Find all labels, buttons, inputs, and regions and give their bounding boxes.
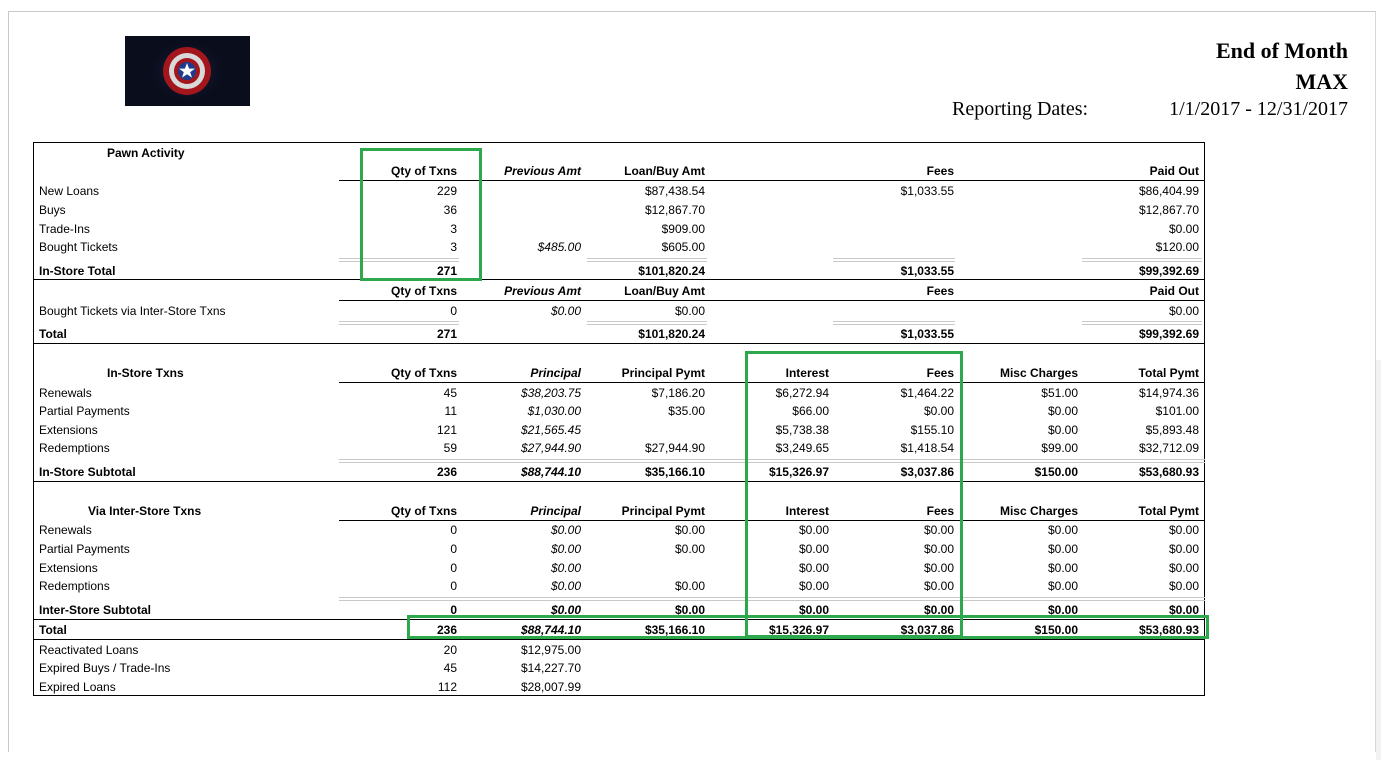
subtotal-interest: $0.00 xyxy=(798,603,829,617)
row-amt: $87,438.54 xyxy=(644,184,705,198)
extra-qty: 45 xyxy=(443,661,457,675)
col-header-previous-amt: Previous Amt xyxy=(504,284,581,298)
subtotal-fees: $0.00 xyxy=(923,603,954,617)
sum-rule xyxy=(587,258,707,262)
total-paid: $99,392.69 xyxy=(1138,264,1199,278)
row-qty: 3 xyxy=(450,222,457,236)
row-prev: $485.00 xyxy=(537,240,581,254)
row-total: $32,712.09 xyxy=(1138,441,1199,455)
extra-label: Reactivated Loans xyxy=(39,643,139,657)
row-misc: $0.00 xyxy=(1047,561,1078,575)
row-principal: $38,203.75 xyxy=(520,386,581,400)
row-misc: $0.00 xyxy=(1047,404,1078,418)
row-label: Redemptions xyxy=(39,579,110,593)
total-label: Total xyxy=(39,327,67,341)
total-fees: $1,033.55 xyxy=(900,264,954,278)
row-total: $0.00 xyxy=(1168,579,1199,593)
header-rule xyxy=(339,520,1204,521)
total-qty: 271 xyxy=(436,327,457,341)
row-principal: $1,030.00 xyxy=(527,404,581,418)
row-amt: $0.00 xyxy=(674,304,705,318)
row-misc: $51.00 xyxy=(1041,386,1078,400)
row-qty: 229 xyxy=(436,184,457,198)
row-qty: 0 xyxy=(450,542,457,556)
col-header-interest: Interest xyxy=(785,504,829,518)
subtotal-principal-pymt: $35,166.10 xyxy=(644,465,705,479)
extra-amt: $28,007.99 xyxy=(520,680,581,694)
col-header-qty: Qty of Txns xyxy=(390,164,457,178)
row-principal: $0.00 xyxy=(550,542,581,556)
row-qty: 0 xyxy=(450,561,457,575)
col-header-qty: Qty of Txns xyxy=(390,366,457,380)
row-amt: $909.00 xyxy=(661,222,705,236)
row-misc: $0.00 xyxy=(1047,579,1078,593)
col-header-fees: Fees xyxy=(926,366,954,380)
section-title-pawn-activity: Pawn Activity xyxy=(107,146,185,160)
row-fees: $0.00 xyxy=(923,561,954,575)
row-fees: $1,033.55 xyxy=(900,184,954,198)
grand-total-interest: $15,326.97 xyxy=(768,623,829,637)
col-header-misc-charges: Misc Charges xyxy=(999,366,1078,380)
extra-label: Expired Loans xyxy=(39,680,116,694)
row-label: Partial Payments xyxy=(39,542,130,556)
col-header-interest: Interest xyxy=(785,366,829,380)
grand-total-principal-pymt: $35,166.10 xyxy=(644,623,705,637)
col-header-principal-pymt: Principal Pymt xyxy=(621,366,705,380)
row-interest: $0.00 xyxy=(798,561,829,575)
row-principal: $27,944.90 xyxy=(520,441,581,455)
grand-total-principal: $88,744.10 xyxy=(520,623,581,637)
row-qty: 0 xyxy=(450,304,457,318)
row-misc: $0.00 xyxy=(1047,542,1078,556)
row-label: Renewals xyxy=(39,386,92,400)
row-misc: $0.00 xyxy=(1047,523,1078,537)
col-header-loan-buy-amt: Loan/Buy Amt xyxy=(624,284,705,298)
row-label: Partial Payments xyxy=(39,404,130,418)
total-qty: 271 xyxy=(436,264,457,278)
section-title-inter-store-txns: Via Inter-Store Txns xyxy=(88,504,202,518)
row-paid: $120.00 xyxy=(1155,240,1199,254)
sum-rule xyxy=(1082,321,1202,325)
row-amt: $12,867.70 xyxy=(644,203,705,217)
row-label: Redemptions xyxy=(39,441,110,455)
row-label: Buys xyxy=(39,203,66,217)
grand-total-misc: $150.00 xyxy=(1034,623,1078,637)
row-qty: 59 xyxy=(443,441,457,455)
row-fees: $1,418.54 xyxy=(900,441,954,455)
col-header-misc-charges: Misc Charges xyxy=(999,504,1078,518)
grand-total-fees: $3,037.86 xyxy=(900,623,954,637)
row-qty: 36 xyxy=(443,203,457,217)
extra-amt: $12,975.00 xyxy=(520,643,581,657)
row-label: Extensions xyxy=(39,561,98,575)
row-total: $101.00 xyxy=(1155,404,1199,418)
grand-total-qty: 236 xyxy=(436,623,457,637)
row-principal: $21,565.45 xyxy=(520,423,581,437)
subtotal-misc: $150.00 xyxy=(1034,465,1078,479)
row-interest: $5,738.38 xyxy=(775,423,829,437)
row-label: Bought Tickets via Inter-Store Txns xyxy=(39,304,226,318)
extra-label: Expired Buys / Trade-Ins xyxy=(39,661,171,675)
row-qty: 11 xyxy=(444,404,457,418)
header-rule xyxy=(339,180,1204,181)
subtotal-label: Inter-Store Subtotal xyxy=(39,603,152,617)
row-paid: $86,404.99 xyxy=(1138,184,1199,198)
subtotal-total: $0.00 xyxy=(1168,603,1199,617)
sum-rule xyxy=(339,597,1205,601)
subtotal-label: In-Store Subtotal xyxy=(39,465,136,479)
page-scroll-edge xyxy=(1376,360,1381,760)
header-rule xyxy=(339,382,1204,383)
row-principal-pymt: $0.00 xyxy=(674,523,705,537)
col-header-qty: Qty of Txns xyxy=(390,504,457,518)
row-principal-pymt: $7,186.20 xyxy=(651,386,705,400)
row-total: $0.00 xyxy=(1168,523,1199,537)
subtotal-fees: $3,037.86 xyxy=(900,465,954,479)
section-divider xyxy=(34,279,1204,280)
subtotal-misc: $0.00 xyxy=(1047,603,1078,617)
row-interest: $0.00 xyxy=(798,579,829,593)
sum-rule xyxy=(1082,258,1202,262)
col-header-total-pymt: Total Pymt xyxy=(1138,504,1199,518)
row-misc: $0.00 xyxy=(1047,423,1078,437)
section-divider xyxy=(34,343,1204,344)
total-amt: $101,820.24 xyxy=(638,327,705,341)
col-header-paid-out: Paid Out xyxy=(1149,164,1199,178)
grand-total-total: $53,680.93 xyxy=(1138,623,1199,637)
row-principal-pymt: $0.00 xyxy=(674,579,705,593)
row-interest: $66.00 xyxy=(792,404,829,418)
store-logo xyxy=(125,36,250,106)
reporting-dates-value: 1/1/2017 - 12/31/2017 xyxy=(1169,98,1348,120)
row-principal: $0.00 xyxy=(550,561,581,575)
col-header-principal-pymt: Principal Pymt xyxy=(621,504,705,518)
row-fees: $0.00 xyxy=(923,404,954,418)
reporting-dates-label: Reporting Dates: xyxy=(952,98,1089,120)
row-prev: $0.00 xyxy=(550,304,581,318)
sum-rule xyxy=(833,258,955,262)
row-label: Renewals xyxy=(39,523,92,537)
row-fees: $155.10 xyxy=(910,423,954,437)
report-table xyxy=(33,142,1205,696)
section-title-in-store-txns: In-Store Txns xyxy=(107,366,184,380)
extra-qty: 20 xyxy=(443,643,457,657)
col-header-loan-buy-amt: Loan/Buy Amt xyxy=(624,164,705,178)
subtotal-interest: $15,326.97 xyxy=(768,465,829,479)
report-title: End of Month xyxy=(1215,38,1348,63)
row-principal-pymt: $0.00 xyxy=(674,542,705,556)
row-qty: 0 xyxy=(450,523,457,537)
row-fees: $0.00 xyxy=(923,523,954,537)
grand-total-label: Total xyxy=(39,623,67,637)
row-total: $14,974.36 xyxy=(1138,386,1199,400)
row-interest: $0.00 xyxy=(798,542,829,556)
col-header-principal: Principal xyxy=(530,366,581,380)
row-fees: $1,464.22 xyxy=(900,386,954,400)
row-interest: $6,272.94 xyxy=(775,386,829,400)
col-header-qty: Qty of Txns xyxy=(390,284,457,298)
row-total: $0.00 xyxy=(1168,561,1199,575)
extra-qty: 112 xyxy=(437,680,457,694)
header-rule xyxy=(339,300,1204,301)
sum-rule xyxy=(339,459,1205,463)
row-amt: $605.00 xyxy=(661,240,705,254)
row-total: $5,893.48 xyxy=(1145,423,1199,437)
col-header-paid-out: Paid Out xyxy=(1149,284,1199,298)
row-interest: $3,249.65 xyxy=(775,441,829,455)
row-qty: 3 xyxy=(450,240,457,254)
row-paid: $0.00 xyxy=(1168,222,1199,236)
section-divider xyxy=(34,481,1204,482)
subtotal-qty: 236 xyxy=(436,465,457,479)
total-paid: $99,392.69 xyxy=(1138,327,1199,341)
row-principal-pymt: $27,944.90 xyxy=(644,441,705,455)
subtotal-principal: $0.00 xyxy=(550,603,581,617)
col-header-principal: Principal xyxy=(530,504,581,518)
row-label: Extensions xyxy=(39,423,98,437)
row-fees: $0.00 xyxy=(923,579,954,593)
row-principal: $0.00 xyxy=(550,579,581,593)
row-paid: $0.00 xyxy=(1168,304,1199,318)
row-misc: $99.00 xyxy=(1041,441,1078,455)
subtotal-principal-pymt: $0.00 xyxy=(674,603,705,617)
sum-rule xyxy=(833,321,955,325)
total-fees: $1,033.55 xyxy=(900,327,954,341)
col-header-previous-amt: Previous Amt xyxy=(504,164,581,178)
row-label: Bought Tickets xyxy=(39,240,118,254)
col-header-fees: Fees xyxy=(926,164,954,178)
row-fees: $0.00 xyxy=(923,542,954,556)
sum-rule xyxy=(587,321,707,325)
row-label: New Loans xyxy=(39,184,100,198)
subtotal-qty: 0 xyxy=(450,603,457,617)
row-paid: $12,867.70 xyxy=(1138,203,1199,217)
subtotal-principal: $88,744.10 xyxy=(520,465,581,479)
row-principal: $0.00 xyxy=(550,523,581,537)
section-divider xyxy=(34,639,1204,640)
col-header-fees: Fees xyxy=(926,504,954,518)
total-amt: $101,820.24 xyxy=(638,264,705,278)
row-label: Trade-Ins xyxy=(39,222,90,236)
col-header-fees: Fees xyxy=(926,284,954,298)
row-principal-pymt: $35.00 xyxy=(668,404,705,418)
row-qty: 45 xyxy=(443,386,457,400)
row-total: $0.00 xyxy=(1168,542,1199,556)
total-label: In-Store Total xyxy=(39,264,116,278)
section-divider xyxy=(34,619,1204,620)
row-interest: $0.00 xyxy=(798,523,829,537)
shield-star-icon xyxy=(125,36,250,106)
col-header-total-pymt: Total Pymt xyxy=(1138,366,1199,380)
row-qty: 0 xyxy=(450,579,457,593)
sum-rule xyxy=(339,321,459,325)
store-name: MAX xyxy=(1295,69,1348,94)
subtotal-total: $53,680.93 xyxy=(1138,465,1199,479)
row-qty: 121 xyxy=(436,423,457,437)
extra-amt: $14,227.70 xyxy=(520,661,581,675)
sum-rule xyxy=(339,258,459,262)
